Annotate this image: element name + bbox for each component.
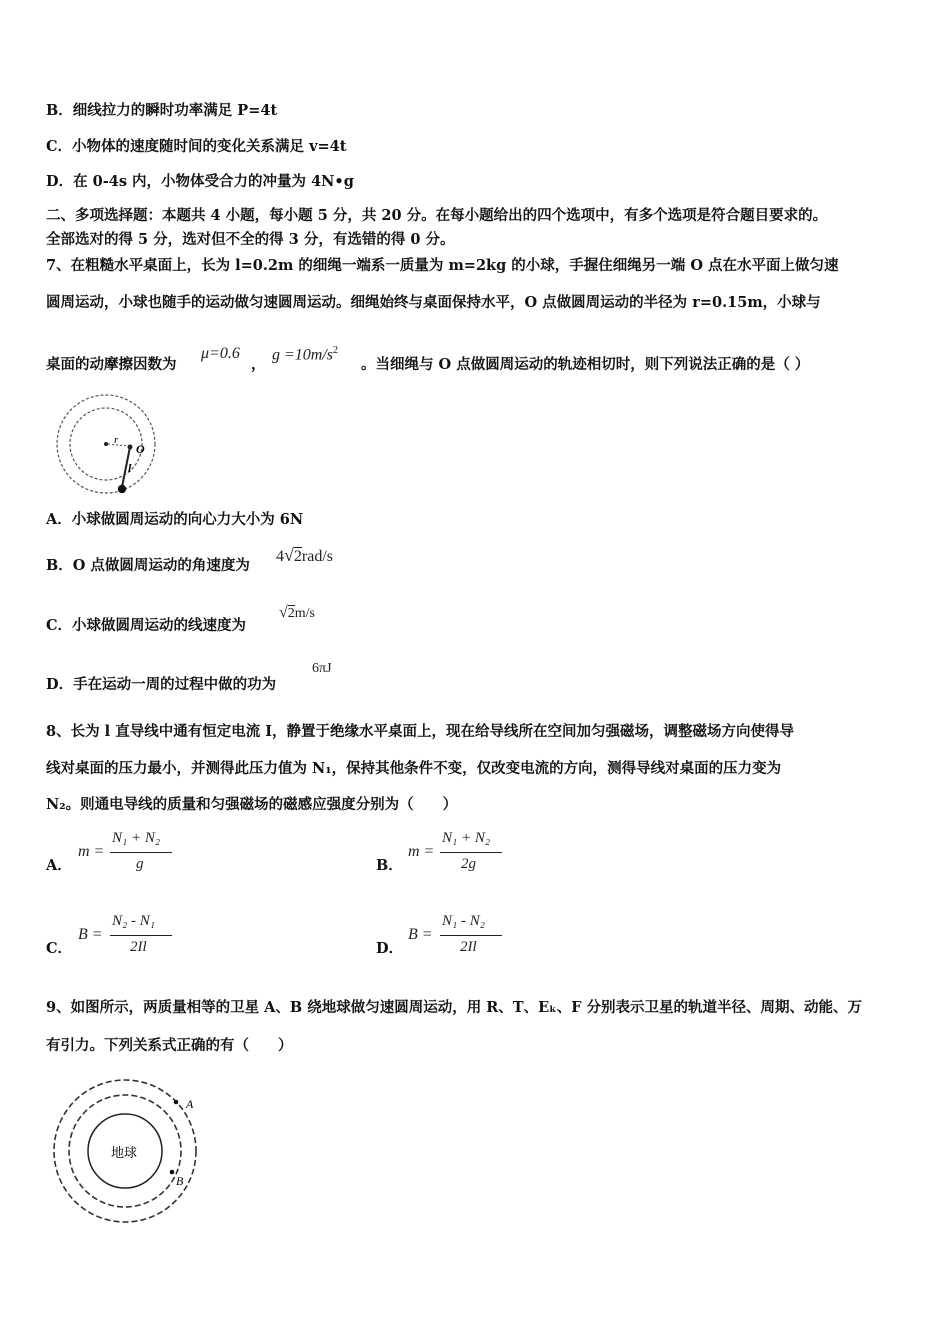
section-rules: 全部选对的得 5 分，选对但不全的得 3 分，有选错的得 0 分。 (46, 231, 455, 248)
q7-line-2: 圆周运动，小球也随手的运动做匀速圆周运动。细绳始终与桌面保持水平，O 点做圆周运动的半径为 r=0.15m，小球与 (46, 294, 821, 311)
q7-circular-motion-figure (50, 393, 162, 499)
q8-a-lhs: m = (78, 843, 105, 860)
q7-option-a: A．小球做圆周运动的向心力大小为 6N (46, 511, 304, 528)
q8-option-d-label: D． (376, 940, 404, 957)
q7-line-1: 7、在粗糙水平桌面上，长为 l=0.2m 的细绳一端系一质量为 m=2kg 的小球，手握住细绳另一端 O 点在水平面上做匀速 (46, 257, 839, 274)
q7-option-c-value (279, 604, 315, 622)
q7-b-radicand: 2 (293, 548, 302, 565)
q8-line-1: 8、长为 l 直导线中通有恒定电流 I，静置于绝缘水平桌面上，现在给导线所在空间加匀强磁场，调整磁场方向使得导 (46, 723, 795, 740)
fraction-bar (110, 935, 172, 936)
q7-option-d-value: 6πJ (312, 661, 332, 676)
q9-line-1: 9、如图所示，两质量相等的卫星 A、B 绕地球做匀速圆周运动，用 R、T、Eₖ、F 分别表示卫星的轨道半径、周期、动能、万 (46, 999, 863, 1016)
q9-line-2: 有引力。下列关系式正确的有（ ） (46, 1037, 293, 1054)
q7-option-c: C．小球做圆周运动的线速度为 (46, 617, 247, 634)
sqrt-icon: √ (279, 604, 288, 621)
q8-d-lhs: B = (408, 926, 433, 943)
q8-a-denominator: g (136, 856, 144, 872)
q8-c-denominator: 2Il (130, 939, 147, 955)
q7-g (272, 345, 338, 364)
sqrt-icon: √ (284, 545, 294, 565)
q7-line-3 (46, 355, 177, 375)
q8-c-lhs: B = (78, 926, 103, 943)
q6-option-b: B．细线拉力的瞬时功率满足 P=4t (46, 102, 278, 119)
q8-a-numerator: N₁ + N₂ (112, 830, 161, 846)
q7-line-3-pre: 桌面的动摩擦因数为 (46, 356, 177, 373)
q7-g-value: g =10m/s (272, 346, 334, 364)
q8-option-c-label: C． (46, 940, 73, 957)
q6-option-c: C．小物体的速度随时间的变化关系满足 v=4t (46, 138, 347, 155)
q8-option-d-formula (408, 913, 518, 963)
q7-option-b: B．O 点做圆周运动的角速度为 (46, 557, 250, 574)
q7-fig-label-o: O (136, 442, 145, 456)
q7-fig-label-r: r (114, 434, 119, 446)
q8-b-numerator: N₁ + N₂ (442, 830, 491, 846)
q8-b-denominator: 2g (461, 856, 476, 872)
q7-line-3-post: 。当细绳与 O 点做圆周运动的轨迹相切时，则下列说法正确的是（ ） (361, 356, 810, 373)
q7-option-d: D．手在运动一周的过程中做的功为 (46, 676, 277, 693)
satellite-b-icon (170, 1170, 175, 1175)
q7-option-b-value (276, 545, 333, 566)
q9-fig-label-b: B (176, 1174, 184, 1188)
fraction-bar (440, 852, 502, 853)
q8-option-c-formula (78, 913, 188, 963)
q8-option-b-label: B． (376, 857, 403, 874)
satellite-a-icon (174, 1100, 179, 1105)
q7-c-unit: m/s (294, 606, 316, 621)
q6-option-d: D．在 0-4s 内，小物体受合力的冲量为 4N•g (46, 173, 354, 190)
q9-fig-label-a: A (186, 1097, 194, 1111)
section-heading: 二、多项选择题：本题共 4 小题，每小题 5 分，共 20 分。在每小题给出的四个选项中，有多个选项是符合题目要求的。 (46, 207, 828, 224)
q8-option-a-label: A． (46, 857, 72, 874)
fraction-bar (110, 852, 172, 853)
q7-b-unit: rad/s (301, 548, 333, 565)
q8-b-lhs: m = (408, 843, 435, 860)
q7-g-exp: 2 (333, 345, 339, 356)
q8-c-numerator: N₂ - N₁ (112, 913, 155, 929)
q7-b-coef: 4 (276, 548, 284, 565)
q7-mu: μ=0.6 (201, 345, 240, 362)
q8-d-numerator: N₁ - N₂ (442, 913, 485, 929)
q7-c-radicand: 2 (287, 606, 295, 621)
q8-line-2: 线对桌面的压力最小，并测得此压力值为 N₁，保持其他条件不变，仅改变电流的方向，测得导线对桌面的压力变为 (46, 760, 782, 777)
q7-sep: ， (251, 356, 266, 373)
q8-option-b-formula (408, 830, 518, 880)
fraction-bar (440, 935, 502, 936)
q8-option-a-formula (78, 830, 188, 880)
q7-fig-label-l: l (128, 461, 132, 475)
q8-d-denominator: 2Il (460, 939, 477, 955)
q9-orbit-figure (52, 1075, 212, 1225)
q9-fig-label-earth: 地球 (111, 1146, 138, 1161)
q8-line-3: N₂。则通电导线的质量和匀强磁场的磁感应强度分别为（ ） (46, 796, 458, 813)
